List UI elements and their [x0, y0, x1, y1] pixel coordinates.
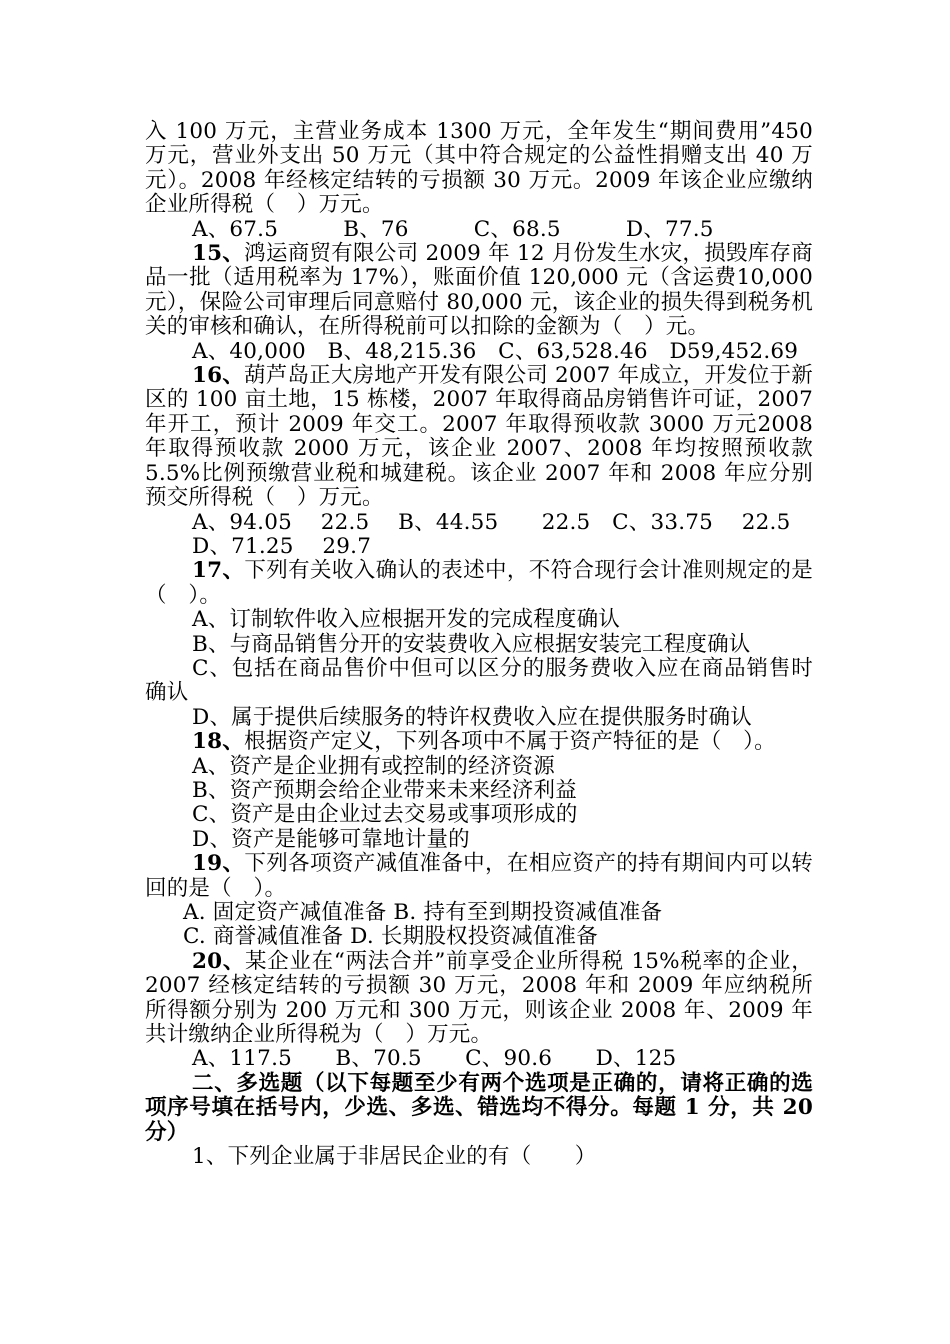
question-text: 某企业在“两法合并”前享受企业所得税 15%税率的企业，2007 经核定结转的亏损额 30 万元，2008 年和 2009 年应纳税所所得额分别为 200 万元和 300 万元，则该企业 2008 年、2009 年共计缴纳企业所得税为（ ）万元。	[145, 948, 813, 1048]
question-number: 1、	[192, 1144, 228, 1170]
question-17-option-c: C、包括在商品售价中但可以区分的服务费收入应在商品销售时确认	[145, 655, 813, 706]
question-15	[145, 242, 813, 340]
question-19-options-cd: C. 商誉减值准备 D. 长期股权投资减值准备	[183, 924, 598, 950]
question-16	[145, 364, 813, 510]
question-17-option-b: B、与商品销售分开的安装费收入应根据安装完工程度确认	[192, 631, 751, 657]
question-number: 17、	[192, 558, 245, 584]
question-number: 20、	[192, 948, 246, 974]
document-body	[145, 120, 813, 1169]
question-18-option-c: C、资产是由企业过去交易或事项形成的	[192, 802, 578, 828]
question-text: 根据资产定义，下列各项中不属于资产特征的是（ ）。	[244, 729, 776, 755]
question-14-continued: 入 100 万元，主营业务成本 1300 万元，全年发生“期间费用”450 万元，营业外支出 50 万元（其中符合规定的公益性捐赠支出 40 万元）。2008 年经核定结转的亏损额 30 万元。2009 年该企业应缴纳企业所得税（ ）万元。	[145, 119, 813, 218]
question-15-options: A、40,000 B、48,215.36 C、63,528.46 D59,452.69	[192, 338, 799, 364]
question-number: 18、	[192, 729, 245, 755]
question-19	[145, 852, 813, 901]
question-14-options: A、67.5 B、76 C、68.5 D、77.5	[192, 216, 714, 242]
question-number: 15、	[192, 241, 245, 267]
question-text: 鸿运商贸有限公司 2009 年 12 月份发生水灾，损毁库存商品一批（适用税率为 17%），账面价值 120,000 元（含运费10,000 元），保险公司审理后同意赔付 80,000 元，该企业的损失得到税务机关的审核和确认，在所得税前可以扣除的金额为（ ）元。	[145, 241, 813, 340]
question-18-option-d: D、资产是能够可靠地计量的	[192, 826, 470, 852]
question-16-options-line-1: A、94.05 22.5 B、44.55 22.5 C、33.75 22.5	[192, 509, 791, 535]
question-20	[145, 950, 813, 1048]
question-text: 下列企业属于非居民企业的有（ ）	[227, 1144, 597, 1170]
question-18-option-b: B、资产预期会给企业带来未来经济利益	[192, 777, 577, 803]
question-17-option-a: A、订制软件收入应根据开发的完成程度确认	[192, 607, 621, 633]
section-heading-multiple-choice: 二、多选题（以下每题至少有两个选项是正确的，请将正确的选项序号填在括号内，少选、多选、错选均不得分。每题 1 分，共 20 分）	[145, 1070, 813, 1145]
question-18-option-a: A、资产是企业拥有或控制的经济资源	[192, 753, 555, 779]
question-number: 16、	[192, 363, 245, 389]
question-19-options-ab: A. 固定资产减值准备 B. 持有至到期投资减值准备	[183, 900, 663, 925]
question-text: 下列有关收入确认的表述中，不符合现行会计准则规定的是（ ）。	[145, 558, 813, 608]
question-text: 下列各项资产减值准备中，在相应资产的持有期间内可以转回的是（ ）。	[145, 851, 813, 901]
multi-question-1	[145, 1145, 813, 1169]
question-17-option-d: D、属于提供后续服务的特许权费收入应在提供服务时确认	[192, 704, 752, 730]
question-16-options-line-2: D、71.25 29.7	[192, 533, 372, 559]
question-20-options: A、117.5 B、70.5 C、90.6 D、125	[192, 1046, 677, 1072]
question-18	[145, 730, 813, 754]
question-text: 葫芦岛正大房地产开发有限公司 2007 年成立，开发位于新区的 100 亩土地，15 栋楼，2007 年取得商品房销售许可证，2007 年开工，预计 2009 年交工。2007 年取得预收款 3000 万元2008 年取得预收款 2000 万元，该企业 2007、2008 年均按照预收款 5.5%比例预缴营业税和城建税。该企业 2007 年和 2008 年应分别预交所得税（ ）万元。	[145, 363, 813, 511]
question-number: 19、	[192, 851, 245, 877]
question-17	[145, 559, 813, 608]
